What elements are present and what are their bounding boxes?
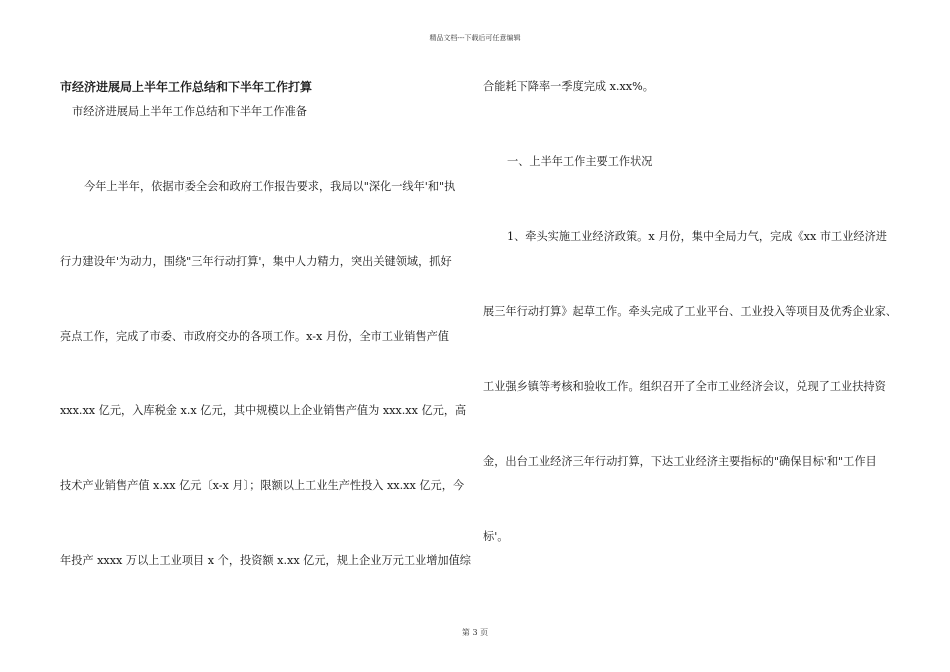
paragraph-line: 展三年行动打算》起草工作。牵头完成了工业平台、工业投入等项目及优秀企业家、 — [483, 305, 897, 318]
page-number: 第 3 页 — [461, 628, 489, 637]
paragraph-line: 合能耗下降率一季度完成 x.xx%。 — [483, 80, 654, 93]
page-header: 精品文档---下载后可任意编辑 — [429, 34, 521, 42]
paragraph-line: 今年上半年，依据市委全会和政府工作报告要求，我局以"深化一线年'和"执 — [84, 180, 456, 193]
paragraph-line: 1、牵头实施工业经济政策。x 月份，集中全局力气，完成《xx 市工业经济进 — [507, 230, 887, 243]
paragraph-line: 年投产 xxxx 万以上工业项目 x 个，投资额 x.xx 亿元，规上企业万元工业增加值综 — [60, 554, 471, 567]
paragraph-line: 技术产业销售产值 x.xx 亿元〔x-x 月〕；限额以上工业生产性投入 xx.xx 亿元，今 — [60, 479, 465, 492]
paragraph-line: 金，出台工业经济三年行动打算，下达工业经济主要指标的"确保目标'和"工作目 — [483, 455, 877, 468]
document-title: 市经济进展局上半年工作总结和下半年工作打算 — [60, 80, 313, 94]
paragraph-line: 亮点工作，完成了市委、市政府交办的各项工作。x-x 月份，全市工业销售产值 — [60, 330, 449, 343]
paragraph-line: 工业强乡镇等考核和验收工作。组织召开了全市工业经济会议，兑现了工业扶持资 — [483, 380, 886, 393]
paragraph-line: xxx.xx 亿元，入库税金 x.x 亿元，其中规模以上企业销售产值为 xxx.xx 亿元，高 — [60, 404, 467, 417]
document-subtitle: 市经济进展局上半年工作总结和下半年工作准备 — [72, 105, 307, 118]
paragraph-line: 标'。 — [483, 530, 509, 543]
section-heading: 一、上半年工作主要工作状况 — [507, 155, 653, 168]
paragraph-line: 行力建设年'为动力，围绕"三年行动打算'，集中人力精力，突出关键领域，抓好 — [60, 255, 452, 268]
